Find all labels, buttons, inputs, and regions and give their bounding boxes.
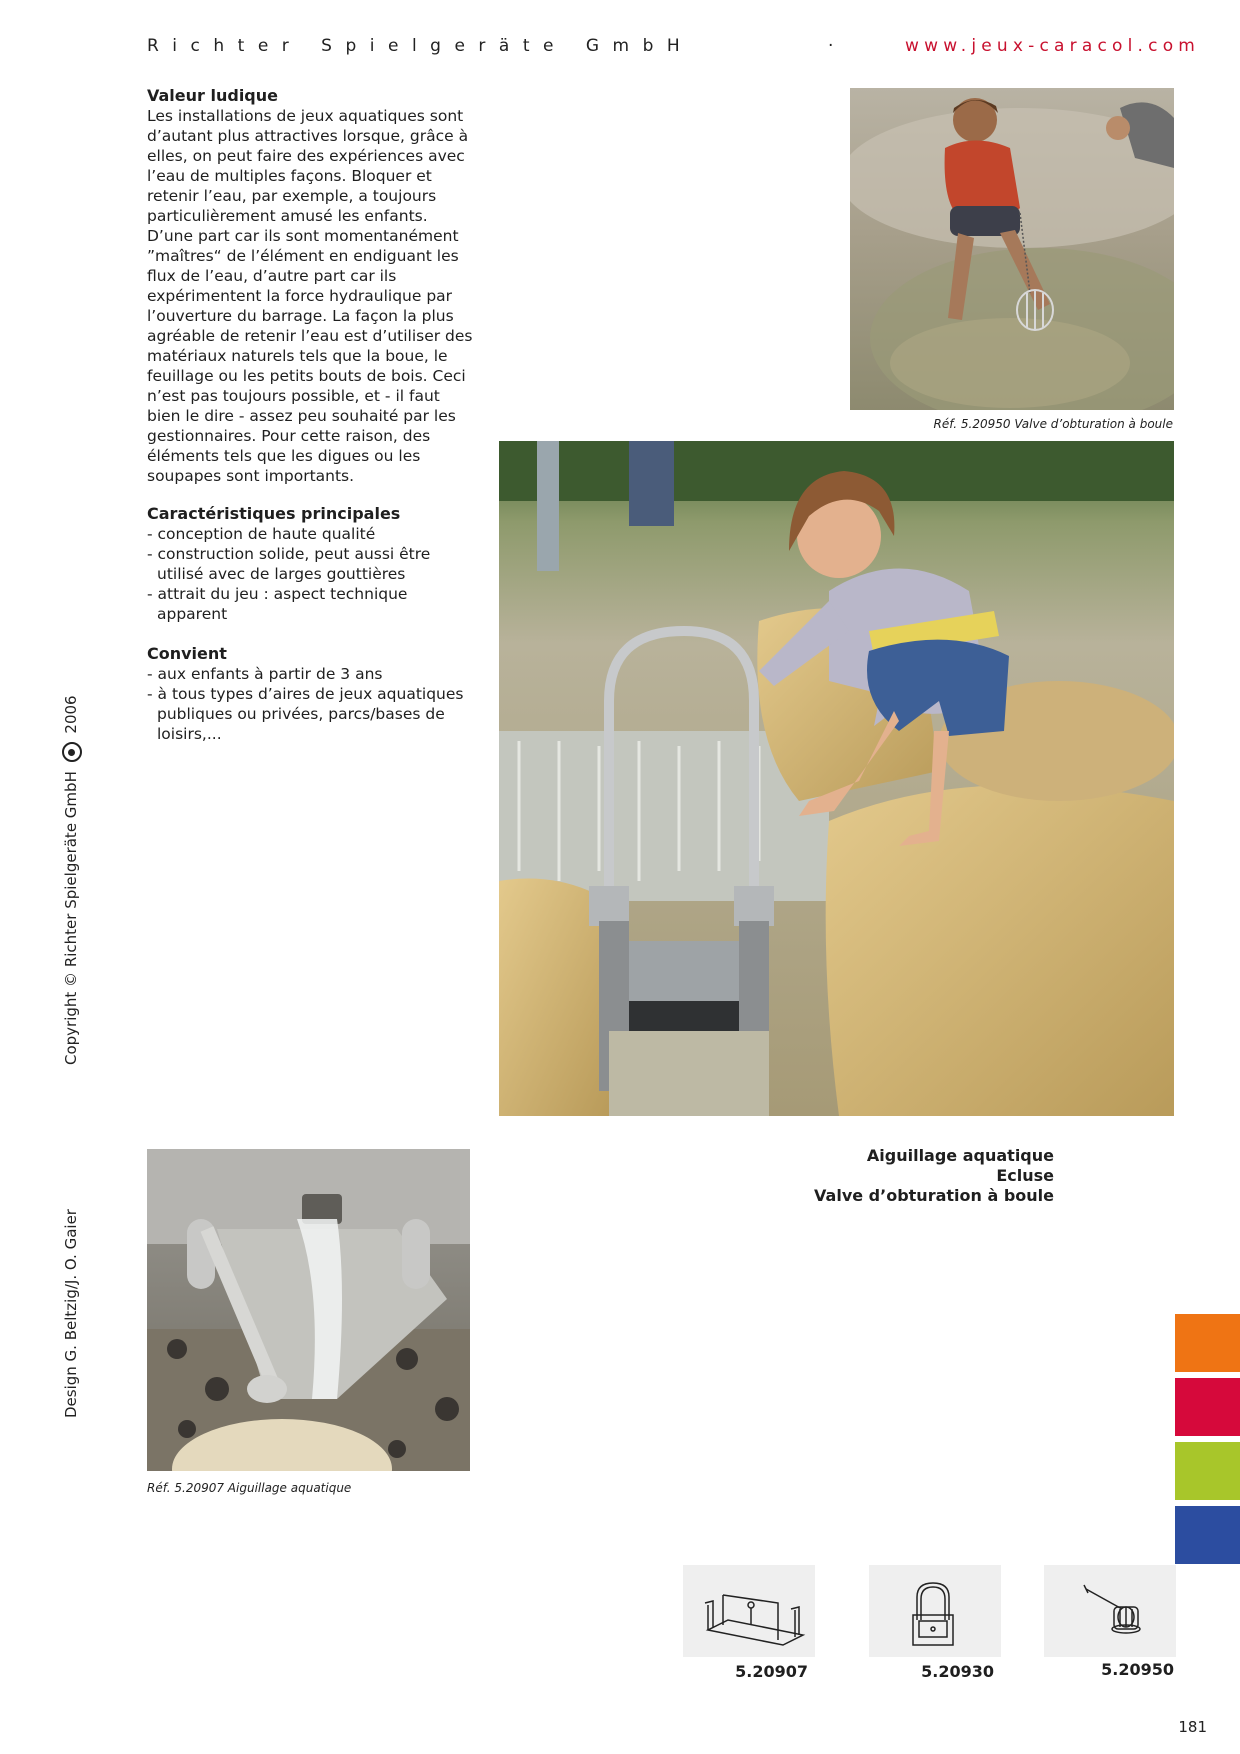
section-valeur-ludique bbox=[147, 86, 477, 486]
photo-water-switch-image bbox=[147, 1149, 470, 1471]
header-company: Richter Spielgeräte GmbH bbox=[147, 36, 694, 56]
section-caracteristiques bbox=[147, 504, 477, 624]
list-item: - conception de haute qualité bbox=[147, 525, 376, 543]
product-code: 5.20950 bbox=[1101, 1660, 1174, 1679]
list-item: - attrait du jeu : aspect technique apparent bbox=[147, 585, 408, 623]
section-title-convient: Convient bbox=[147, 644, 227, 663]
product-title: Valve d’obturation à boule bbox=[814, 1186, 1054, 1205]
section-title-caracteristiques: Caractéristiques principales bbox=[147, 504, 401, 523]
photo-ball-valve-image bbox=[850, 88, 1174, 410]
caption-bottom-left: Réf. 5.20907 Aiguillage aquatique bbox=[147, 1481, 352, 1495]
caracol-logo-icon bbox=[62, 742, 82, 762]
header-separator: · bbox=[828, 36, 834, 56]
ball-valve-drawing-icon bbox=[1044, 1565, 1176, 1657]
product-title: Aiguillage aquatique bbox=[866, 1146, 1054, 1165]
product-code: 5.20907 bbox=[735, 1662, 808, 1681]
list-item: - construction solide, peut aussi être utilisé avec de larges gouttières bbox=[147, 545, 431, 583]
header-url-link[interactable]: www.jeux-caracol.com bbox=[905, 36, 1201, 56]
water-switch-drawing-icon bbox=[683, 1565, 815, 1657]
photo-water-switch bbox=[147, 1149, 470, 1471]
color-tab-orange[interactable] bbox=[1175, 1314, 1240, 1372]
color-tab-green[interactable] bbox=[1175, 1442, 1240, 1500]
product-titles bbox=[814, 1146, 1054, 1206]
design-credit: Design G. Beltzig/J. O. Gaier bbox=[62, 1209, 80, 1418]
list-item: - aux enfants à partir de 3 ans bbox=[147, 665, 383, 683]
color-tab-blue[interactable] bbox=[1175, 1506, 1240, 1564]
product-title: Ecluse bbox=[996, 1166, 1054, 1185]
page-number: 181 bbox=[1178, 1718, 1207, 1736]
list-item: - à tous types d’aires de jeux aquatiques publiques ou privées, parcs/bases de loisirs,... bbox=[147, 685, 464, 743]
photo-ball-valve bbox=[850, 88, 1174, 410]
lock-gate-drawing-icon bbox=[869, 1565, 1001, 1657]
section-convient bbox=[147, 644, 477, 744]
section-text-valeur: Les installations de jeux aquatiques sont d’autant plus attractives lorsque, grâce à elles, on peut faire des expériences avec l’eau de multiples façons. Bloquer et retenir l’eau, par exemple, a toujours particulièrement amusé les enfants. D’une part car ils sont momentanément ”maîtres“ de l’élément en endiguant les flux de l’eau, d’autre part car ils expérimentent la force hydraulique par l’ouverture du barrage. La façon la plus agréable de retenir l’eau est d’utiliser des matériaux naturels tels que la boue, le feuillage ou les petits bouts de bois. Ceci n’est pas toujours possible, et - il faut bien le dire - assez peu souhaité par les gestionnaires. Pour cette raison, des éléments tels que les digues ou les soupapes sont importants. bbox=[147, 107, 473, 485]
photo-lock-gate bbox=[499, 441, 1174, 1116]
copyright-notice bbox=[62, 695, 82, 1065]
copyright-year: 2006 bbox=[62, 695, 80, 734]
section-title-valeur: Valeur ludique bbox=[147, 86, 278, 105]
product-code: 5.20930 bbox=[921, 1662, 994, 1681]
photo-lock-gate-image bbox=[499, 441, 1174, 1116]
copyright-text: Copyright © Richter Spielgeräte GmbH bbox=[62, 771, 80, 1065]
caption-top: Réf. 5.20950 Valve d’obturation à boule bbox=[933, 417, 1173, 431]
color-tab-red[interactable] bbox=[1175, 1378, 1240, 1436]
